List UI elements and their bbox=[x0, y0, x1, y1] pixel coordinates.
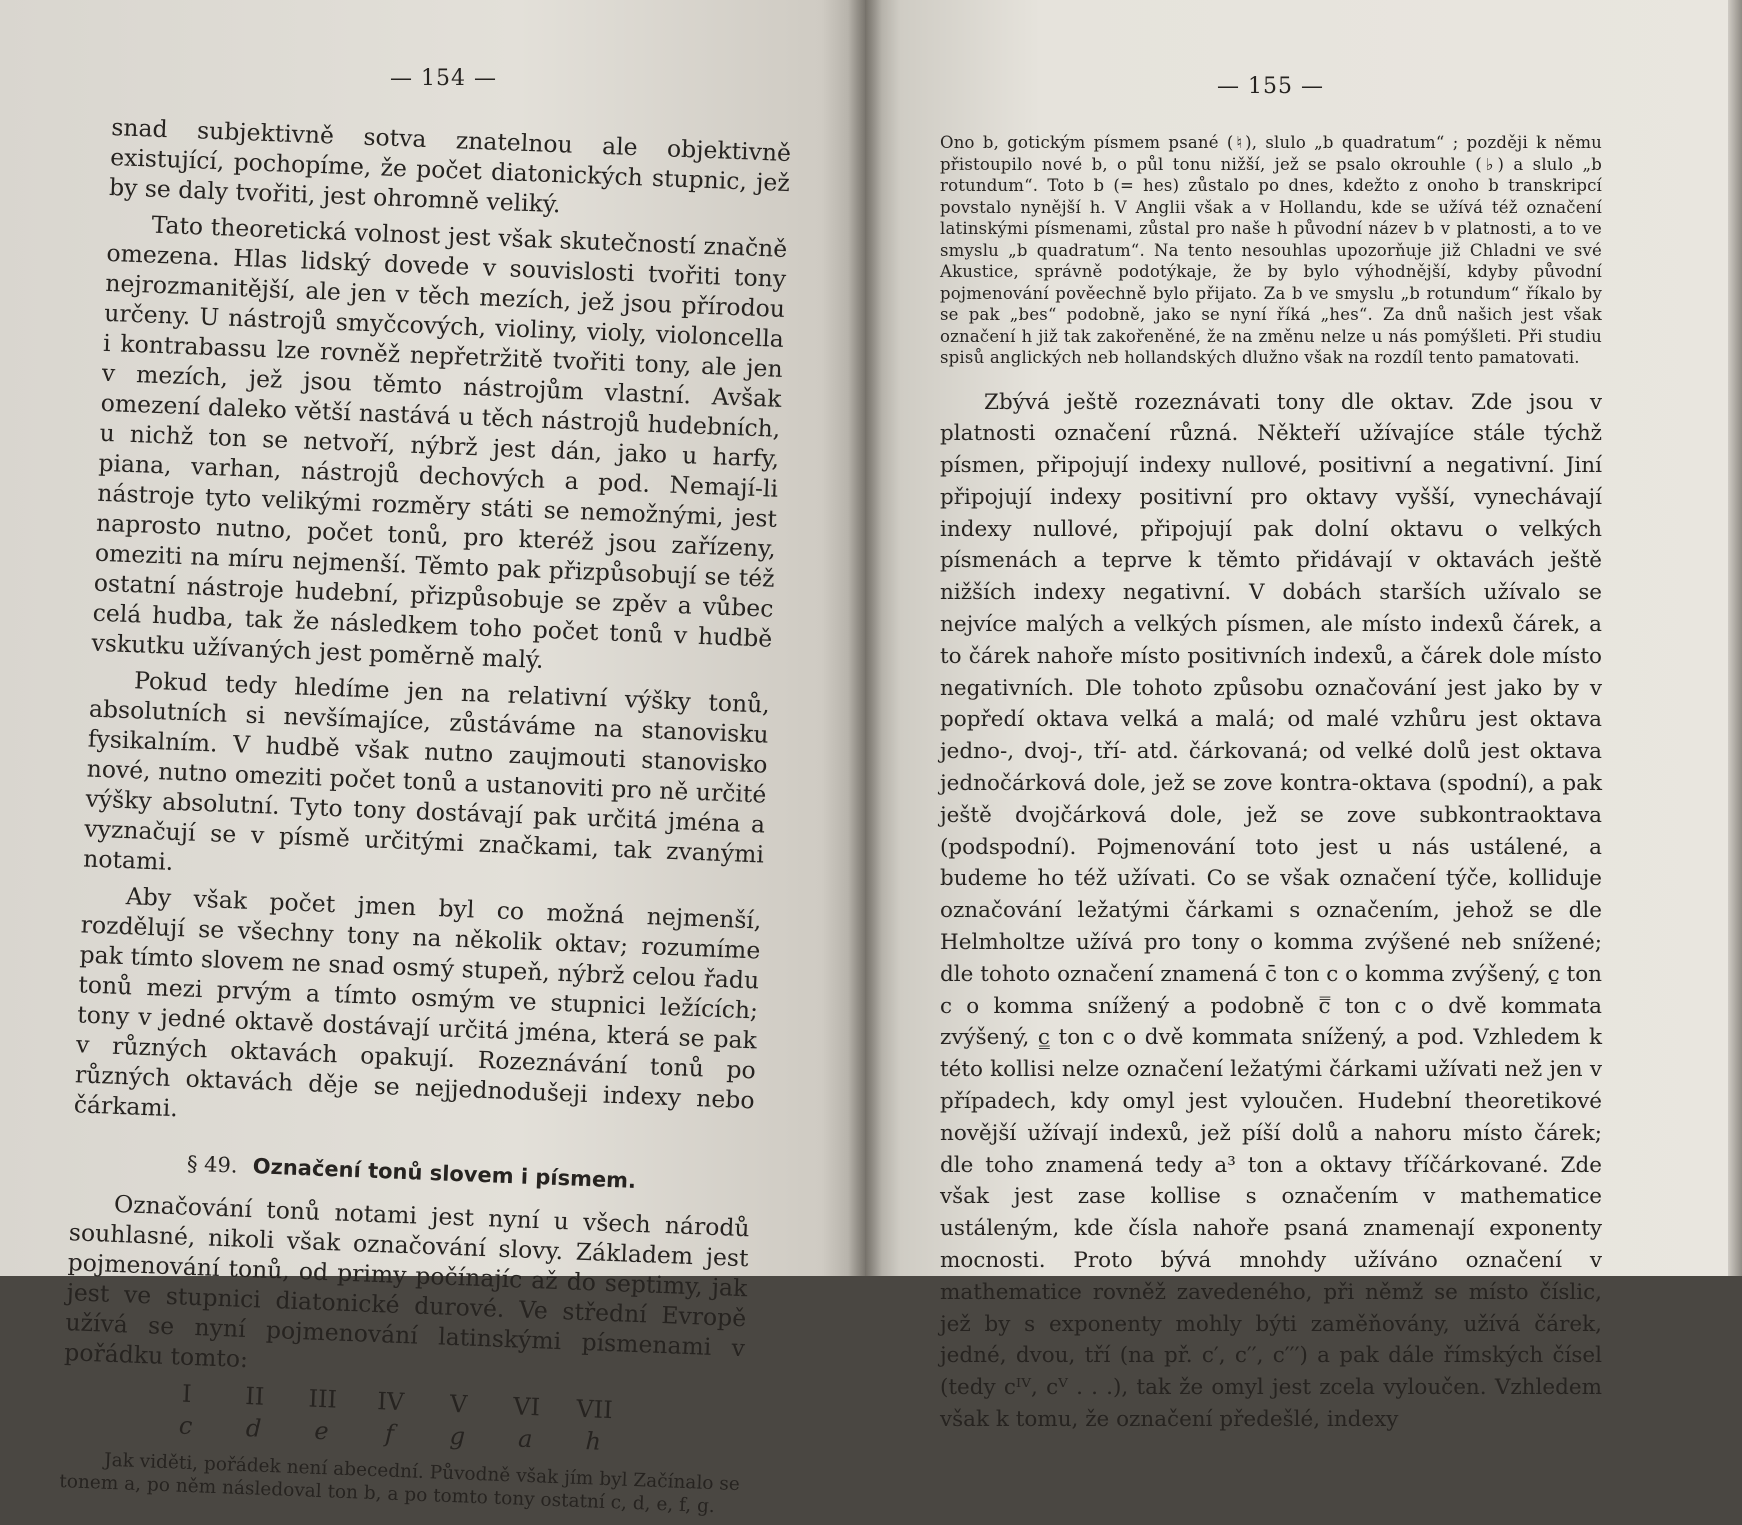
book-gutter-shadow bbox=[848, 0, 882, 1276]
tone-letter: a bbox=[517, 1424, 534, 1454]
page-number-right: — 155 — bbox=[1217, 74, 1324, 99]
section-number: § 49. bbox=[186, 1151, 238, 1178]
page-number-left: — 154 — bbox=[390, 66, 497, 91]
right-small-paragraph: Ono b, gotickým písmem psané (♮), slulo „b quadratum“ ; později k němu přistoupilo nové b, o půl tonu nižší, jež se psalo okrouhle (♭) a slulo „b rotundum“. Toto b (= hes) zůstalo po dnes, kdežto z onoho b transkripcí povstalo nynější h. V Anglii však a v Hollandu, kde se užívá též označení latinskými písmenami, zůstal pro naše h původní název b v platnosti, a to ve smyslu „b quadratum“. Na tento nesouhlas upozorňuje již Chladni ve své Akustice, správně podotýkaje, že by bylo výhodnější, kdyby původní pojmenování pověechně bylo přijato. Za b ve smyslu „b rotundum“ říkalo by se pak „bes“ podobně, jako se nyní říká „hes“. Za dnů našich jest však označení h již tak zakořeněné, že na změnu nelze u nás pomýšleti. Při studiu spisů anglických neb hollandských dlužno však na rozdíl tento pamatovati. bbox=[940, 133, 1602, 367]
tone-table bbox=[151, 1377, 629, 1459]
tone-letter: g bbox=[449, 1421, 466, 1451]
paragraph-1: snad subjektivně sotva znatelnou ale objektivně existující, pochopíme, že počet diatonických stupnic, jež by se daly tvořiti, jest ohromně veliký. bbox=[108, 112, 792, 219]
paragraph-4: Aby však počet jmen byl co možná nejmenší, rozdělují se všechny tony na několik oktav; rozumíme pak tímto slovem ne snad osmý stupeň, nýbrž celou řadu tonů mezi prvým a tímto osmým ve stupnici ležících; tony v jedné oktavě dostávají určitá jména, která se pak v různých oktavách opakují. Rozeznávání tonů po různých oktavách děje se nejjednodušeji indexy nebo čárkami. bbox=[73, 882, 762, 1123]
tone-numeral: I bbox=[181, 1379, 193, 1408]
page-edge bbox=[1728, 0, 1742, 1276]
footnote bbox=[59, 1447, 740, 1519]
tone-numeral: VII bbox=[575, 1394, 614, 1425]
left-page bbox=[0, 0, 865, 1518]
tone-letter: d bbox=[245, 1414, 262, 1443]
right-main-paragraph: Zbývá ještě rozeznávati tony dle oktav. Zde jsou v platnosti označení různá. Někteří užívajíce stále týchž písmen, připojují indexy nullové, positivní a negativní. Jiní připojují indexy positivní pro oktavy vyšší, vynechávají indexy nullové, připojují pak dolní oktavu o velkých písmenách a teprve k těmto přidávají v oktavách ještě nižších indexy negativní. V dobách starších užívalo se nejvíce malých a velkých písmen, ale místo indexů čárek, a to čárek nahoře místo positivních indexů, a čárek dole místo negativních. Dle tohoto způsobu označování jest jako by v popředí oktava velká a malá; od malé vzhůru jest oktava jedno-, dvoj-, tří- atd. čárkovaná; od velké dolů jest oktava jednočárková dole, jež se zove kontra-oktava (spodní), a pak ještě dvojčárková dole, jež se zove subkontraoktava (podspodní). Pojmenování toto jest u nás ustálené, a budeme ho též užívati. Co se však označení týče, kolliduje označování ležatými čárkami s označením, jehož se dle Helmholtze užívá pro tony o komma zvýšené neb snížené; dle tohoto označení znamená c̄ ton c o komma zvýšený, c̱ ton c o komma snížený a podobně c̿ ton c o dvě kommata zvýšený, c̳ ton c o dvě kommata snížený, a pod. Vzhledem k této kollisi nelze označení ležatými čárkami užívati než jen v případech, kdy omyl jest vyloučen. Hudební theoretikové novější užívají indexů, jež píší dolů a nahoru místo čárek; dle toho znamená tedy a³ ton a oktavy tříčárkované. Zde však jest zase kollise s označením v mathematice ustáleným, kde čísla nahoře psaná znamenají exponenty mocnosti. Proto bývá mnohdy užíváno označení v mathematice rovněž zavedeného, při němž se místo číslic, jež by s exponenty mohly býti zaměňovány, užívá čárek, jedné, dvou, tří (na př. c′, c′′, c′′′) a pak dále římských čísel (tedy cᴵⱽ, cⱽ . . .), tak že omyl jest zcela vyloučen. Vzhledem však k tomu, že označení předešlé, indexy bbox=[940, 389, 1602, 1432]
tone-numeral: VI bbox=[512, 1392, 541, 1422]
tone-letter: f bbox=[384, 1419, 395, 1448]
tone-numeral: V bbox=[449, 1389, 468, 1419]
paragraph-2: Tato theoretická volnost jest však skutečností značně omezena. Hlas lidský dovede v souvislosti tvořiti tony nejrozmanitější, ale jen v těch mezích, jež jsou přírodou určeny. U nástrojů smyčcových, violiny, violy, violoncella i kontrabassu lze rovněž nepřetržitě tvořiti tony, ale jen v mezích, jež jsou těmto nástrojům vlastní. Avšak omezení daleko větší nastává u těch nástrojů hudebních, u nichž ton se netvoří, nýbrž jest dán, jako u harfy, piana, varhan, nástrojů dechových a pod. Nemají-li nástroje tyto velikými rozměry státi se nemožnými, jest naprosto nutno, počet tonů, pro kteréž jsou zařízeny, omeziti na míru nejmenší. Těmto pak přizpůsobují se též ostatní nástroje hudební, přizpůsobuje se zpěv a vůbec celá hudba, tak že následkem toho počet tonů v hudbě vskutku užívaných jest poměrně malý. bbox=[91, 210, 788, 674]
tone-letter: h bbox=[585, 1427, 602, 1456]
tone-numeral: III bbox=[307, 1384, 338, 1414]
section-paragraph: Označování tonů notami jest nyní u všech národů souhlasné, nikoli však označování slovy. Základem jest pojmenování tonů, od primy počínajíc až do septimy, jak jest ve stupnici diatonické durové. Ve střední Evropě užívá se nyní pojmenování latinskými písmenami v pořádku tomto: bbox=[63, 1189, 751, 1374]
tone-letter: c bbox=[178, 1411, 193, 1441]
right-text-column bbox=[940, 132, 1602, 1436]
tone-letter: e bbox=[313, 1416, 330, 1446]
section-heading bbox=[71, 1147, 751, 1197]
tone-numeral: IV bbox=[376, 1387, 405, 1417]
paragraph-3: Pokud tedy hledíme jen na relativní výšky tonů, absolutních si nevšímajíce, zůstáváme na stanovisku fysikalním. V hudbě však nutno zaujmouti stanovisko nové, nutno omeziti počet tonů a ustanoviti pro ně určité výšky absolutní. Tyto tony dostávají pak určitá jména a vyznačují se v písmě určitými značkami, tak zvanými notami. bbox=[82, 666, 771, 876]
footnote-text: Jak viděti, pořádek není abecední. Původně však jím byl Začínalo se tonem a, po něm následoval ton b, a po tomto tony ostatní c, d, e, f, g. bbox=[58, 1449, 741, 1518]
section-title: Označení tonů slovem i písmem. bbox=[252, 1154, 637, 1193]
left-text-column bbox=[59, 112, 792, 1525]
tone-numeral: II bbox=[244, 1382, 265, 1411]
